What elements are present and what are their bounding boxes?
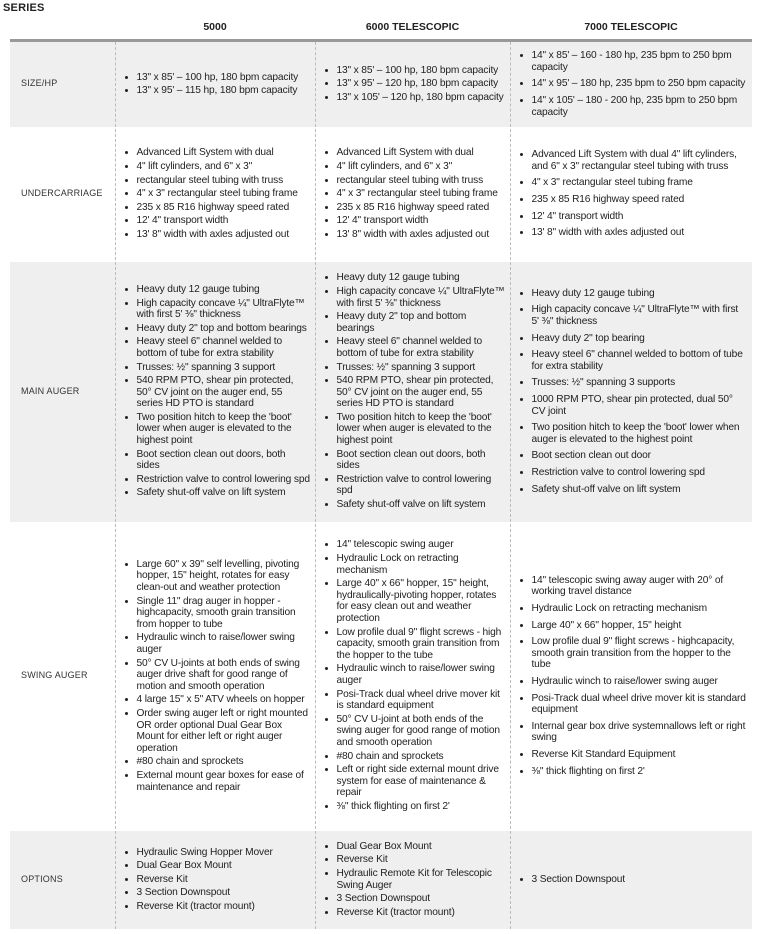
spec-item: • Restriction valve to control lowering spd [337,474,506,497]
column-header: 5000 [115,15,315,41]
table-row [10,41,752,128]
spec-list [320,539,506,812]
spec-item: • Hydraulic winch to raise/lower swing auger [532,676,749,688]
spec-item: • 3 Section Downspout [337,893,506,905]
spec-item: • Trusses: ½" spanning 3 support [137,362,311,374]
table-row [10,830,752,930]
spec-item: • 13" x 105' – 120 hp, 180 bpm capacity [337,92,506,104]
spec-item: • Large 40" x 66" hopper, 15" height, hydraulically-pivoting hopper, rotates for easy clean out and weather protection [337,578,506,624]
spec-item: • Safety shut-off valve on lift system [532,484,749,496]
spec-item: • Hydraulic Swing Hopper Mover [137,847,311,859]
spec-item: • 12' 4" transport width [337,215,506,227]
spec-item: • 14" x 85' – 160 - 180 hp, 235 bpm to 250 bpm capacity [532,50,749,73]
spec-item: • 1000 RPM PTO, shear pin protected, dual 50° CV joint [532,394,749,417]
spec-item: • 540 RPM PTO, shear pin protected, 50° CV joint on the auger end, 55 series HD PTO is standard [137,375,311,410]
spec-item: • 4 large 15" x 5" ATV wheels on hopper [137,694,311,706]
spec-item: • 13' 8" width with axles adjusted out [532,227,749,239]
spec-item: • 13" x 85' – 100 hp, 180 bpm capacity [337,65,506,77]
column-header: 7000 TELESCOPIC [510,15,752,41]
spec-item: • Boot section clean out door [532,450,749,462]
spec-item: • Dual Gear Box Mount [337,841,506,853]
header-row [10,15,752,41]
row-label: UNDERCARRIAGE [10,128,115,261]
spec-item: • #80 chain and sprockets [137,756,311,768]
spec-item: • Two position hitch to keep the 'boot' lower when auger is elevated to the highest point [337,412,506,447]
series-heading: SERIES [3,2,45,14]
spec-cell [115,830,315,930]
spec-item: • Reverse Kit (tractor mount) [337,907,506,919]
spec-item: • rectangular steel tubing with truss [337,175,506,187]
spec-list [515,874,749,886]
spec-item: • Reverse Kit (tractor mount) [137,901,311,913]
spec-item: • Heavy duty 2" top and bottom bearings [137,323,311,335]
spec-item: • External mount gear boxes for ease of maintenance and repair [137,770,311,793]
spec-cell [510,261,752,523]
spec-item: • 50° CV U-joint at both ends of the swing auger for good range of motion and smooth operation [337,714,506,749]
spec-cell [315,261,510,523]
spec-item: • Restriction valve to control lowering spd [137,474,311,486]
spec-item: • Internal gear box drive systemnallows left or right swing [532,721,749,744]
spec-item: • Heavy duty 12 gauge tubing [137,284,311,296]
spec-table [10,15,752,931]
spec-cell [510,523,752,830]
spec-cell [115,523,315,830]
column-header: 6000 TELESCOPIC [315,15,510,41]
spec-item: • Reverse Kit [337,854,506,866]
spec-item: • High capacity concave ¼" UltraFlyte™ with first 5' ⅜" thickness [337,286,506,309]
spec-item: • 14" x 95' – 180 hp, 235 bpm to 250 bpm capacity [532,78,749,90]
spec-cell [115,261,315,523]
spec-item: • Heavy steel 6" channel welded to bottom of tube for extra stability [137,336,311,359]
spec-cell [315,523,510,830]
spec-list [515,149,749,239]
spec-list [120,284,311,499]
spec-item: • Large 40" x 66" hopper, 15" height [532,620,749,632]
spec-item: • 4" x 3" rectangular steel tubing frame [137,188,311,200]
spec-list [120,147,311,240]
spec-list [515,575,749,777]
spec-item: • 235 x 85 R16 highway speed rated [337,202,506,214]
spec-item: • Low profile dual 9" flight screws - high capacity, smooth grain transition from the hopper to the tube [337,627,506,662]
spec-item: • Heavy steel 6" channel welded to bottom of tube for extra stability [532,349,749,372]
spec-item: • Hydraulic Lock on retracting mechanism [337,553,506,576]
row-label: OPTIONS [10,830,115,930]
spec-list [120,847,311,913]
spec-list [515,50,749,118]
spec-item: • 12' 4" transport width [532,211,749,223]
spec-item: • 4" lift cylinders, and 6" x 3" [337,161,506,173]
spec-cell [315,128,510,261]
spec-list [320,272,506,510]
spec-cell [315,41,510,128]
spec-item: • Large 60" x 39" self levelling, pivoting hopper, 15" height, rotates for easy clean-out and weather protection [137,559,311,594]
spec-item: • ⅜" thick flighting on first 2' [532,766,749,778]
spec-item: • 13' 8" width with axles adjusted out [337,229,506,241]
spec-item: • Hydraulic Lock on retracting mechanism [532,603,749,615]
spec-item: • 13' 8" width with axles adjusted out [137,229,311,241]
spec-list [320,65,506,104]
spec-item: • Heavy duty 12 gauge tubing [532,288,749,300]
spec-item: • Single 11" drag auger in hopper - highcapacity, smooth grain transition from hopper to tube [137,596,311,631]
spec-item: • 13" x 95' – 120 hp, 180 bpm capacity [337,78,506,90]
spec-item: • Safety shut-off valve on lift system [137,487,311,499]
table-row [10,261,752,523]
spec-item: • Boot section clean out doors, both sides [337,449,506,472]
spec-item: • rectangular steel tubing with truss [137,175,311,187]
row-label: SWING AUGER [10,523,115,830]
spec-item: • Reverse Kit [137,874,311,886]
spec-item: • 3 Section Downspout [532,874,749,886]
spec-item: • Hydraulic winch to raise/lower swing auger [137,632,311,655]
spec-cell [315,830,510,930]
spec-item: • 4" lift cylinders, and 6" x 3" [137,161,311,173]
spec-item: • Heavy duty 12 gauge tubing [337,272,506,284]
spec-item: • Reverse Kit Standard Equipment [532,749,749,761]
spec-item: • 540 RPM PTO, shear pin protected, 50° CV joint on the auger end, 55 series HD PTO is standard [337,375,506,410]
spec-cell [115,41,315,128]
spec-item: • 4" x 3" rectangular steel tubing frame [532,177,749,189]
spec-list [120,72,311,97]
spec-item: • Restriction valve to control lowering spd [532,467,749,479]
spec-item: • Boot section clean out doors, both sides [137,449,311,472]
spec-item: • Order swing auger left or right mounted OR order optional Dual Gear Box Mount for either left or right auger operation [137,708,311,754]
spec-cell [510,128,752,261]
spec-item: • 13" x 85' – 100 hp, 180 bpm capacity [137,72,311,84]
row-label: MAIN AUGER [10,261,115,523]
spec-list [320,841,506,919]
spec-item: • Hydraulic Remote Kit for Telescopic Swing Auger [337,868,506,891]
spec-item: • 50° CV U-joints at both ends of swing auger drive shaft for good range of motion and smooth operation [137,658,311,693]
spec-item: • Low profile dual 9" flight screws - highcapacity, smooth grain transition from the hopper to the tube [532,636,749,671]
table-row [10,523,752,830]
spec-item: • High capacity concave ¼" UltraFlyte™ with first 5' ⅜" thickness [137,298,311,321]
spec-item: • Heavy steel 6" channel welded to bottom of tube for extra stability [337,336,506,359]
spec-item: • 3 Section Downspout [137,887,311,899]
spec-item: • Heavy duty 2" top and bottom bearings [337,311,506,334]
spec-item: • Advanced Lift System with dual 4" lift cylinders, and 6" x 3" rectangular steel tubing with truss [532,149,749,172]
spec-item: • Trusses: ½" spanning 3 support [337,362,506,374]
spec-item: • Hydraulic winch to raise/lower swing auger [337,663,506,686]
spec-item: • Left or right side external mount drive system for ease of maintenance & repair [337,764,506,799]
spec-item: • 14" telescopic swing auger [337,539,506,551]
spec-item: • Safety shut-off valve on lift system [337,499,506,511]
spec-item: • 14" x 105' – 180 - 200 hp, 235 bpm to 250 bpm capacity [532,95,749,118]
spec-item: • Dual Gear Box Mount [137,860,311,872]
spec-item: • Two position hitch to keep the 'boot' lower when auger is elevated to the highest point [137,412,311,447]
spec-cell [115,128,315,261]
spec-item: • 12' 4" transport width [137,215,311,227]
spec-item: • Advanced Lift System with dual [337,147,506,159]
spec-item: • 235 x 85 R16 highway speed rated [137,202,311,214]
spec-item: • 13" x 95' – 115 hp, 180 bpm capacity [137,85,311,97]
spec-item: • Advanced Lift System with dual [137,147,311,159]
spec-item: • Posi-Track dual wheel drive mover kit is standard equipment [337,689,506,712]
spec-item: • 4" x 3" rectangular steel tubing frame [337,188,506,200]
spec-item: • Trusses: ½" spanning 3 supports [532,377,749,389]
spec-item: • High capacity concave ¼" UltraFlyte™ with first 5' ⅜" thickness [532,304,749,327]
spec-cell [510,830,752,930]
spec-item: • ⅜" thick flighting on first 2' [337,801,506,813]
table-row [10,128,752,261]
spec-item: • #80 chain and sprockets [337,751,506,763]
spec-item: • 14" telescopic swing away auger with 20° of working travel distance [532,575,749,598]
row-label: SIZE/HP [10,41,115,128]
spec-item: • Posi-Track dual wheel drive mover kit is standard equipment [532,693,749,716]
spec-item: • 235 x 85 R16 highway speed rated [532,194,749,206]
spec-list [320,147,506,240]
spec-list [515,288,749,495]
spec-cell [510,41,752,128]
spec-item: • Two position hitch to keep the 'boot' lower when auger is elevated to the highest point [532,422,749,445]
spec-list [120,559,311,793]
spec-item: • Heavy duty 2" top bearing [532,333,749,345]
